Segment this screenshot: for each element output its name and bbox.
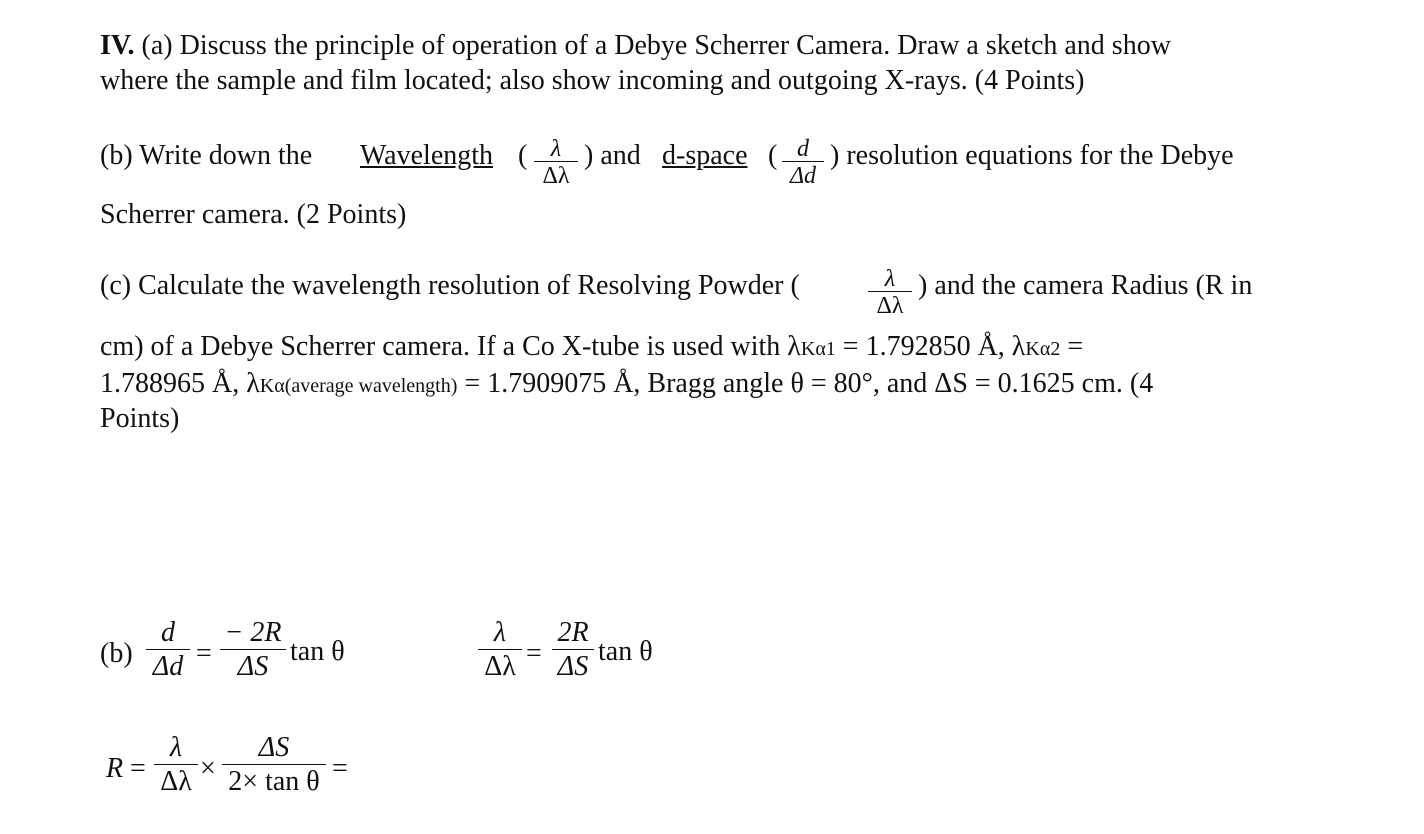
fraction-numerator: λ (550, 136, 562, 162)
part-c-fraction-lambda (868, 268, 912, 318)
part-c-line-3 (100, 366, 1153, 404)
part-c-line-2-c: = (1060, 331, 1084, 362)
eq3-equals: = (130, 753, 146, 784)
eq1-rhs-numerator: − 2R (224, 617, 282, 648)
eq1-lhs-denominator: Δd (152, 651, 184, 682)
fraction-numerator: d (797, 136, 809, 162)
eq3-f2-denominator: 2× tan θ (228, 766, 320, 797)
k-alpha-2-subscript: Kα2 (1025, 338, 1061, 360)
part-a-text-1: (a) Discuss the principle of operation of a Debye Scherrer Camera. Draw a sketch and show (141, 30, 1171, 61)
eq3-r: R (106, 753, 124, 784)
part-b-fraction-lambda (534, 138, 578, 188)
eq2-lhs-fraction (478, 618, 522, 682)
k-alpha-1-subscript: Kα1 (800, 338, 836, 360)
eq2-lhs-denominator: Δλ (484, 651, 516, 682)
part-c-line-4: Points) (100, 403, 180, 434)
eq2-rhs-numerator: 2R (557, 617, 589, 648)
eq2-rhs-fraction (552, 618, 594, 682)
eq2-rhs-denominator: ΔS (557, 651, 589, 682)
k-alpha-average-subscript: Kα(average wavelength) (259, 375, 458, 397)
fraction-bar (552, 649, 594, 650)
fraction-denominator: Δλ (542, 163, 570, 189)
part-b-fraction-d (782, 138, 824, 188)
part-c-tail: ) and the camera Radius (R in (918, 270, 1253, 301)
fraction-bar (154, 764, 198, 765)
part-c-line-3-a: 1.788965 Å, λ (100, 368, 260, 399)
eq3-times: × (200, 753, 216, 784)
part-b-open-paren-1: ( (518, 140, 528, 171)
part-b-line-2: Scherrer camera. (2 Points) (100, 199, 407, 230)
eq3-f1-denominator: Δλ (160, 766, 192, 797)
eq1-rhs-fraction (220, 618, 286, 682)
part-c-lead: (c) Calculate the wavelength resolution of Resolving Powder ( (100, 270, 800, 301)
eq3-f2-numerator: ΔS (258, 732, 290, 763)
eq2-tan-theta: tan θ (598, 636, 653, 667)
dspace-link-text: d-space (662, 140, 748, 171)
eq1-lhs-numerator: d (161, 617, 175, 648)
fraction-bar (146, 649, 190, 650)
fraction-denominator: Δλ (876, 293, 904, 319)
eq3-f1-numerator: λ (169, 732, 183, 763)
part-b-lead: (b) Write down the (100, 140, 313, 171)
part-b-open-paren-2: ( (768, 140, 778, 171)
part-c-line-2-b: = 1.792850 Å, λ (835, 331, 1026, 362)
eq1-lhs-fraction (146, 618, 190, 682)
eq1-equals: = (196, 638, 212, 669)
question-number: IV. (100, 30, 135, 61)
part-c-line-2-a: cm) of a Debye Scherrer camera. If a Co X-tube is used with λ (100, 331, 801, 362)
eq1-tan-theta: tan θ (290, 636, 345, 667)
fraction-bar (222, 764, 326, 765)
part-c-line-2 (100, 329, 1083, 367)
fraction-numerator: λ (884, 266, 896, 292)
part-b-tail: ) resolution equations for the Debye (830, 140, 1234, 171)
eq1-rhs-denominator: ΔS (237, 651, 269, 682)
eq2-lhs-numerator: λ (493, 617, 507, 648)
eq3-fraction-2 (222, 733, 326, 797)
part-c-line-3-b: = 1.7909075 Å, Bragg angle θ = 80°, and ΔS = 0.1625 cm. (4 (457, 368, 1154, 399)
fraction-denominator: Δd (789, 163, 817, 189)
eq2-equals: = (526, 638, 542, 669)
answer-b-label: (b) (100, 638, 133, 669)
fraction-bar (220, 649, 286, 650)
part-b-mid: ) and (584, 140, 641, 171)
wavelength-link-text: Wavelength (360, 140, 494, 171)
eq3-fraction-1 (154, 733, 198, 797)
part-a-line-1 (100, 28, 1171, 64)
part-a-line-2: where the sample and film located; also show incoming and outgoing X-rays. (4 Points) (100, 65, 1085, 96)
eq3-equals-2: = (332, 753, 348, 784)
fraction-bar (478, 649, 522, 650)
